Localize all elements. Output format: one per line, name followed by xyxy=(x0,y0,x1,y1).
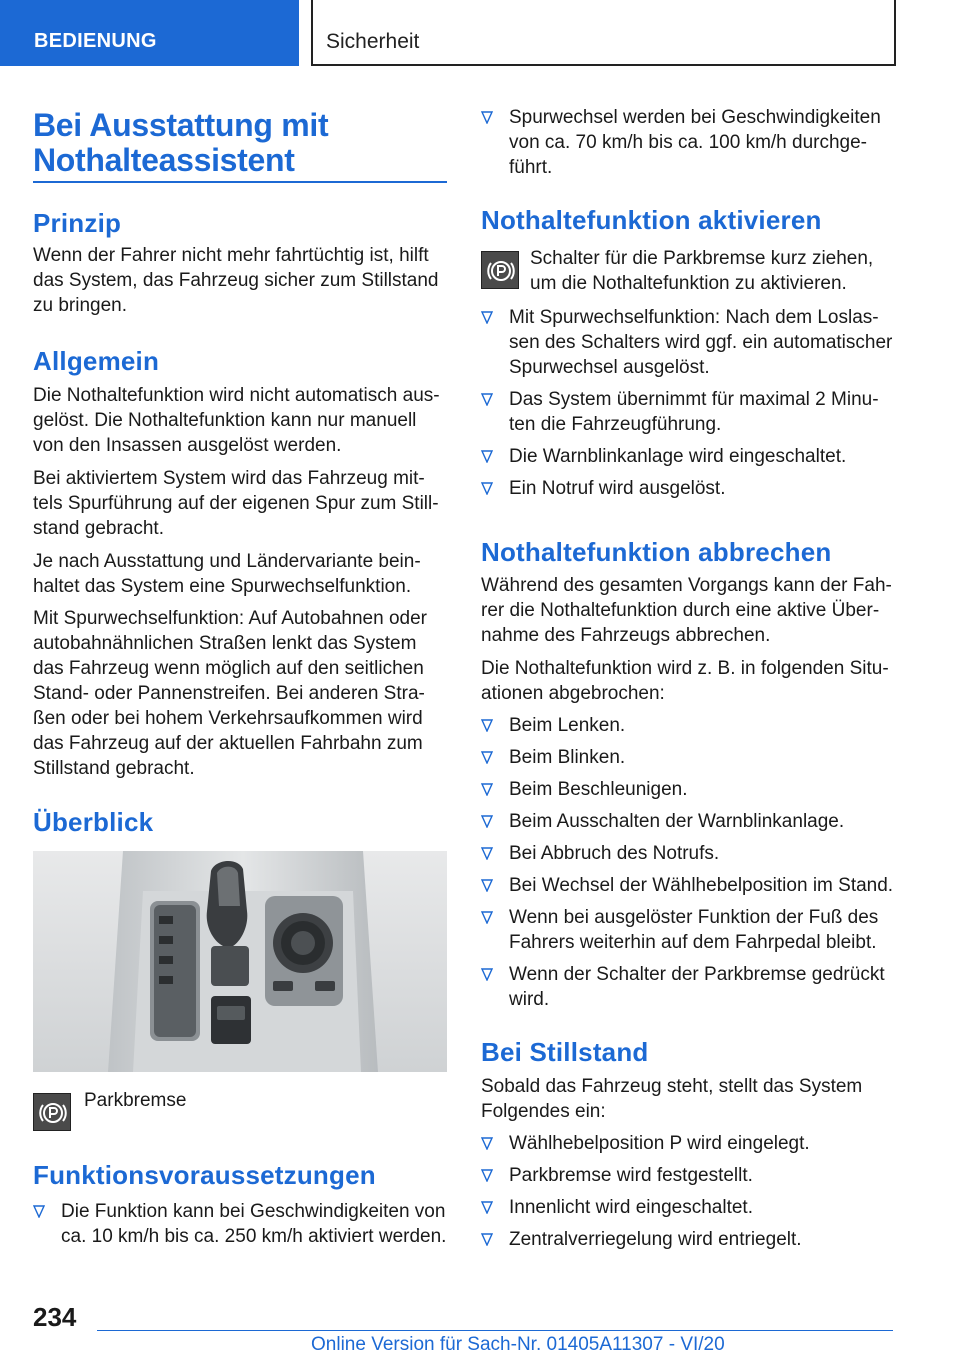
bullet-triangle-icon xyxy=(481,815,493,828)
bullet-triangle-icon xyxy=(481,482,493,495)
chapter-tab xyxy=(311,0,896,66)
chapter-label: Sicherheit xyxy=(326,30,420,53)
bullet-triangle-icon xyxy=(481,393,493,406)
list-item: Beim Ausschalten der Warnblinkanlage. xyxy=(481,809,901,834)
list-item: Die Warnblinkanlage wird eingeschaltet. xyxy=(481,444,901,469)
bullet-triangle-icon xyxy=(481,1169,493,1182)
bullet-triangle-icon xyxy=(481,968,493,981)
parkbremse-label: Parkbremse xyxy=(84,1090,187,1111)
list-item: Ein Notruf wird ausgelöst. xyxy=(481,476,901,501)
heading-abbrechen: Nothaltefunktion abbrechen xyxy=(481,537,832,567)
bullet-triangle-icon xyxy=(481,1201,493,1214)
list-item: Wählhebelposition P wird eingelegt. xyxy=(481,1131,901,1156)
page-title-line1: Bei Ausstattung mit xyxy=(33,107,329,143)
aktivieren-text: Schalter für die Parkbremse kurz ziehen, um die Nothaltefunktion zu aktivieren. xyxy=(530,248,874,294)
footer-text: Online Version für Sach-Nr. 01405A11307 - VI/20 xyxy=(311,1334,725,1355)
list-item: Parkbremse wird festgestellt. xyxy=(481,1163,901,1188)
bullet-triangle-icon xyxy=(481,1137,493,1150)
bullet-triangle-icon xyxy=(481,111,493,124)
abbrechen-p1: Während des gesamten Vorgangs kann der Fah- rer die Nothaltefunktion durch eine aktive Über- nahme des Fahrzeugs abbrechen. xyxy=(481,575,892,646)
list-item: Wenn der Schalter der Parkbremse gedrückt wird. xyxy=(481,962,901,1012)
allgemein-p4: Mit Spurwechselfunktion: Auf Autobahnen oder autobahnähnlichen Straßen lenkt das System das Fahrzeug wenn möglich auf den seitlichen Stand- oder Pannenstreifen. Bei anderen Stra- ßen oder bei hohem Verkehrsaufkommen wird das Fahrzeug auf der aktuellen Fahrbahn zum Stillstand gebracht. xyxy=(33,608,427,779)
allgemein-p2: Bei aktiviertem System wird das Fahrzeug mit- tels Spurführung auf der eigenen Spur zum Still- stand gebracht. xyxy=(33,468,439,539)
bullet-triangle-icon xyxy=(481,719,493,732)
bullet-triangle-icon xyxy=(481,783,493,796)
allgemein-p1: Die Nothaltefunktion wird nicht automatisch aus- gelöst. Die Nothaltefunktion kann nur manuell von den Insassen ausgelöst werden. xyxy=(33,385,440,456)
list-item: Beim Blinken. xyxy=(481,745,901,770)
prinzip-text: Wenn der Fahrer nicht mehr fahrtüchtig ist, hilft das System, das Fahrzeug sicher zum Stillstand zu bringen. xyxy=(33,245,439,316)
bullet-triangle-icon xyxy=(481,879,493,892)
list-item: Zentralverriegelung wird entriegelt. xyxy=(481,1227,901,1252)
section-tab xyxy=(0,0,299,66)
heading-ueberblick: Überblick xyxy=(33,807,154,837)
stillstand-p1: Sobald das Fahrzeug steht, stellt das System Folgendes ein: xyxy=(481,1076,863,1122)
bullet-triangle-icon xyxy=(33,1205,45,1218)
page-number: 234 xyxy=(33,1302,77,1332)
heading-allgemein: Allgemein xyxy=(33,346,160,376)
allgemein-p3: Je nach Ausstattung und Ländervariante bein- haltet das System eine Spurwechselfunktion. xyxy=(33,551,421,597)
bullet-triangle-icon xyxy=(481,751,493,764)
bullet-triangle-icon xyxy=(481,847,493,860)
list-item: Beim Beschleunigen. xyxy=(481,777,901,802)
parking-brake-icon xyxy=(33,1093,71,1131)
list-item: Bei Abbruch des Notrufs. xyxy=(481,841,901,866)
heading-stillstand: Bei Stillstand xyxy=(481,1037,649,1067)
parking-brake-icon xyxy=(481,251,519,289)
bullet-triangle-icon xyxy=(481,311,493,324)
center-console-illustration xyxy=(33,851,447,1072)
list-item: Mit Spurwechselfunktion: Nach dem Loslas- sen des Schalters wird ggf. ein automatischer Spurwechsel ausgelöst. xyxy=(481,305,901,380)
section-label: BEDIENUNG xyxy=(34,30,157,52)
heading-aktivieren: Nothaltefunktion aktivieren xyxy=(481,205,822,235)
title-rule xyxy=(33,181,447,183)
list-item: Bei Wechsel der Wählhebelposition im Stand. xyxy=(481,873,901,898)
list-item: Die Funktion kann bei Geschwindigkeiten von ca. 10 km/h bis ca. 250 km/h aktiviert werden. xyxy=(33,1199,453,1249)
list-item: Das System übernimmt für maximal 2 Minu- ten die Fahrzeugführung. xyxy=(481,387,901,437)
page-title-line2: Nothalteassistent xyxy=(33,142,295,178)
list-item: Spurwechsel werden bei Geschwindigkeiten von ca. 70 km/h bis ca. 100 km/h durchge- führt. xyxy=(481,105,901,180)
heading-funktionsvoraussetzungen: Funktionsvoraussetzungen xyxy=(33,1160,376,1190)
bullet-triangle-icon xyxy=(481,450,493,463)
list-item: Beim Lenken. xyxy=(481,713,901,738)
heading-prinzip: Prinzip xyxy=(33,208,122,238)
list-item: Wenn bei ausgelöster Funktion der Fuß des Fahrers weiterhin auf dem Fahrpedal bleibt. xyxy=(481,905,901,955)
list-item: Innenlicht wird eingeschaltet. xyxy=(481,1195,901,1220)
bullet-triangle-icon xyxy=(481,911,493,924)
bullet-triangle-icon xyxy=(481,1233,493,1246)
footer-rule xyxy=(97,1330,893,1331)
abbrechen-p2: Die Nothaltefunktion wird z. B. in folgenden Situ- ationen abgebrochen: xyxy=(481,658,889,704)
center-console-image xyxy=(33,851,447,1072)
